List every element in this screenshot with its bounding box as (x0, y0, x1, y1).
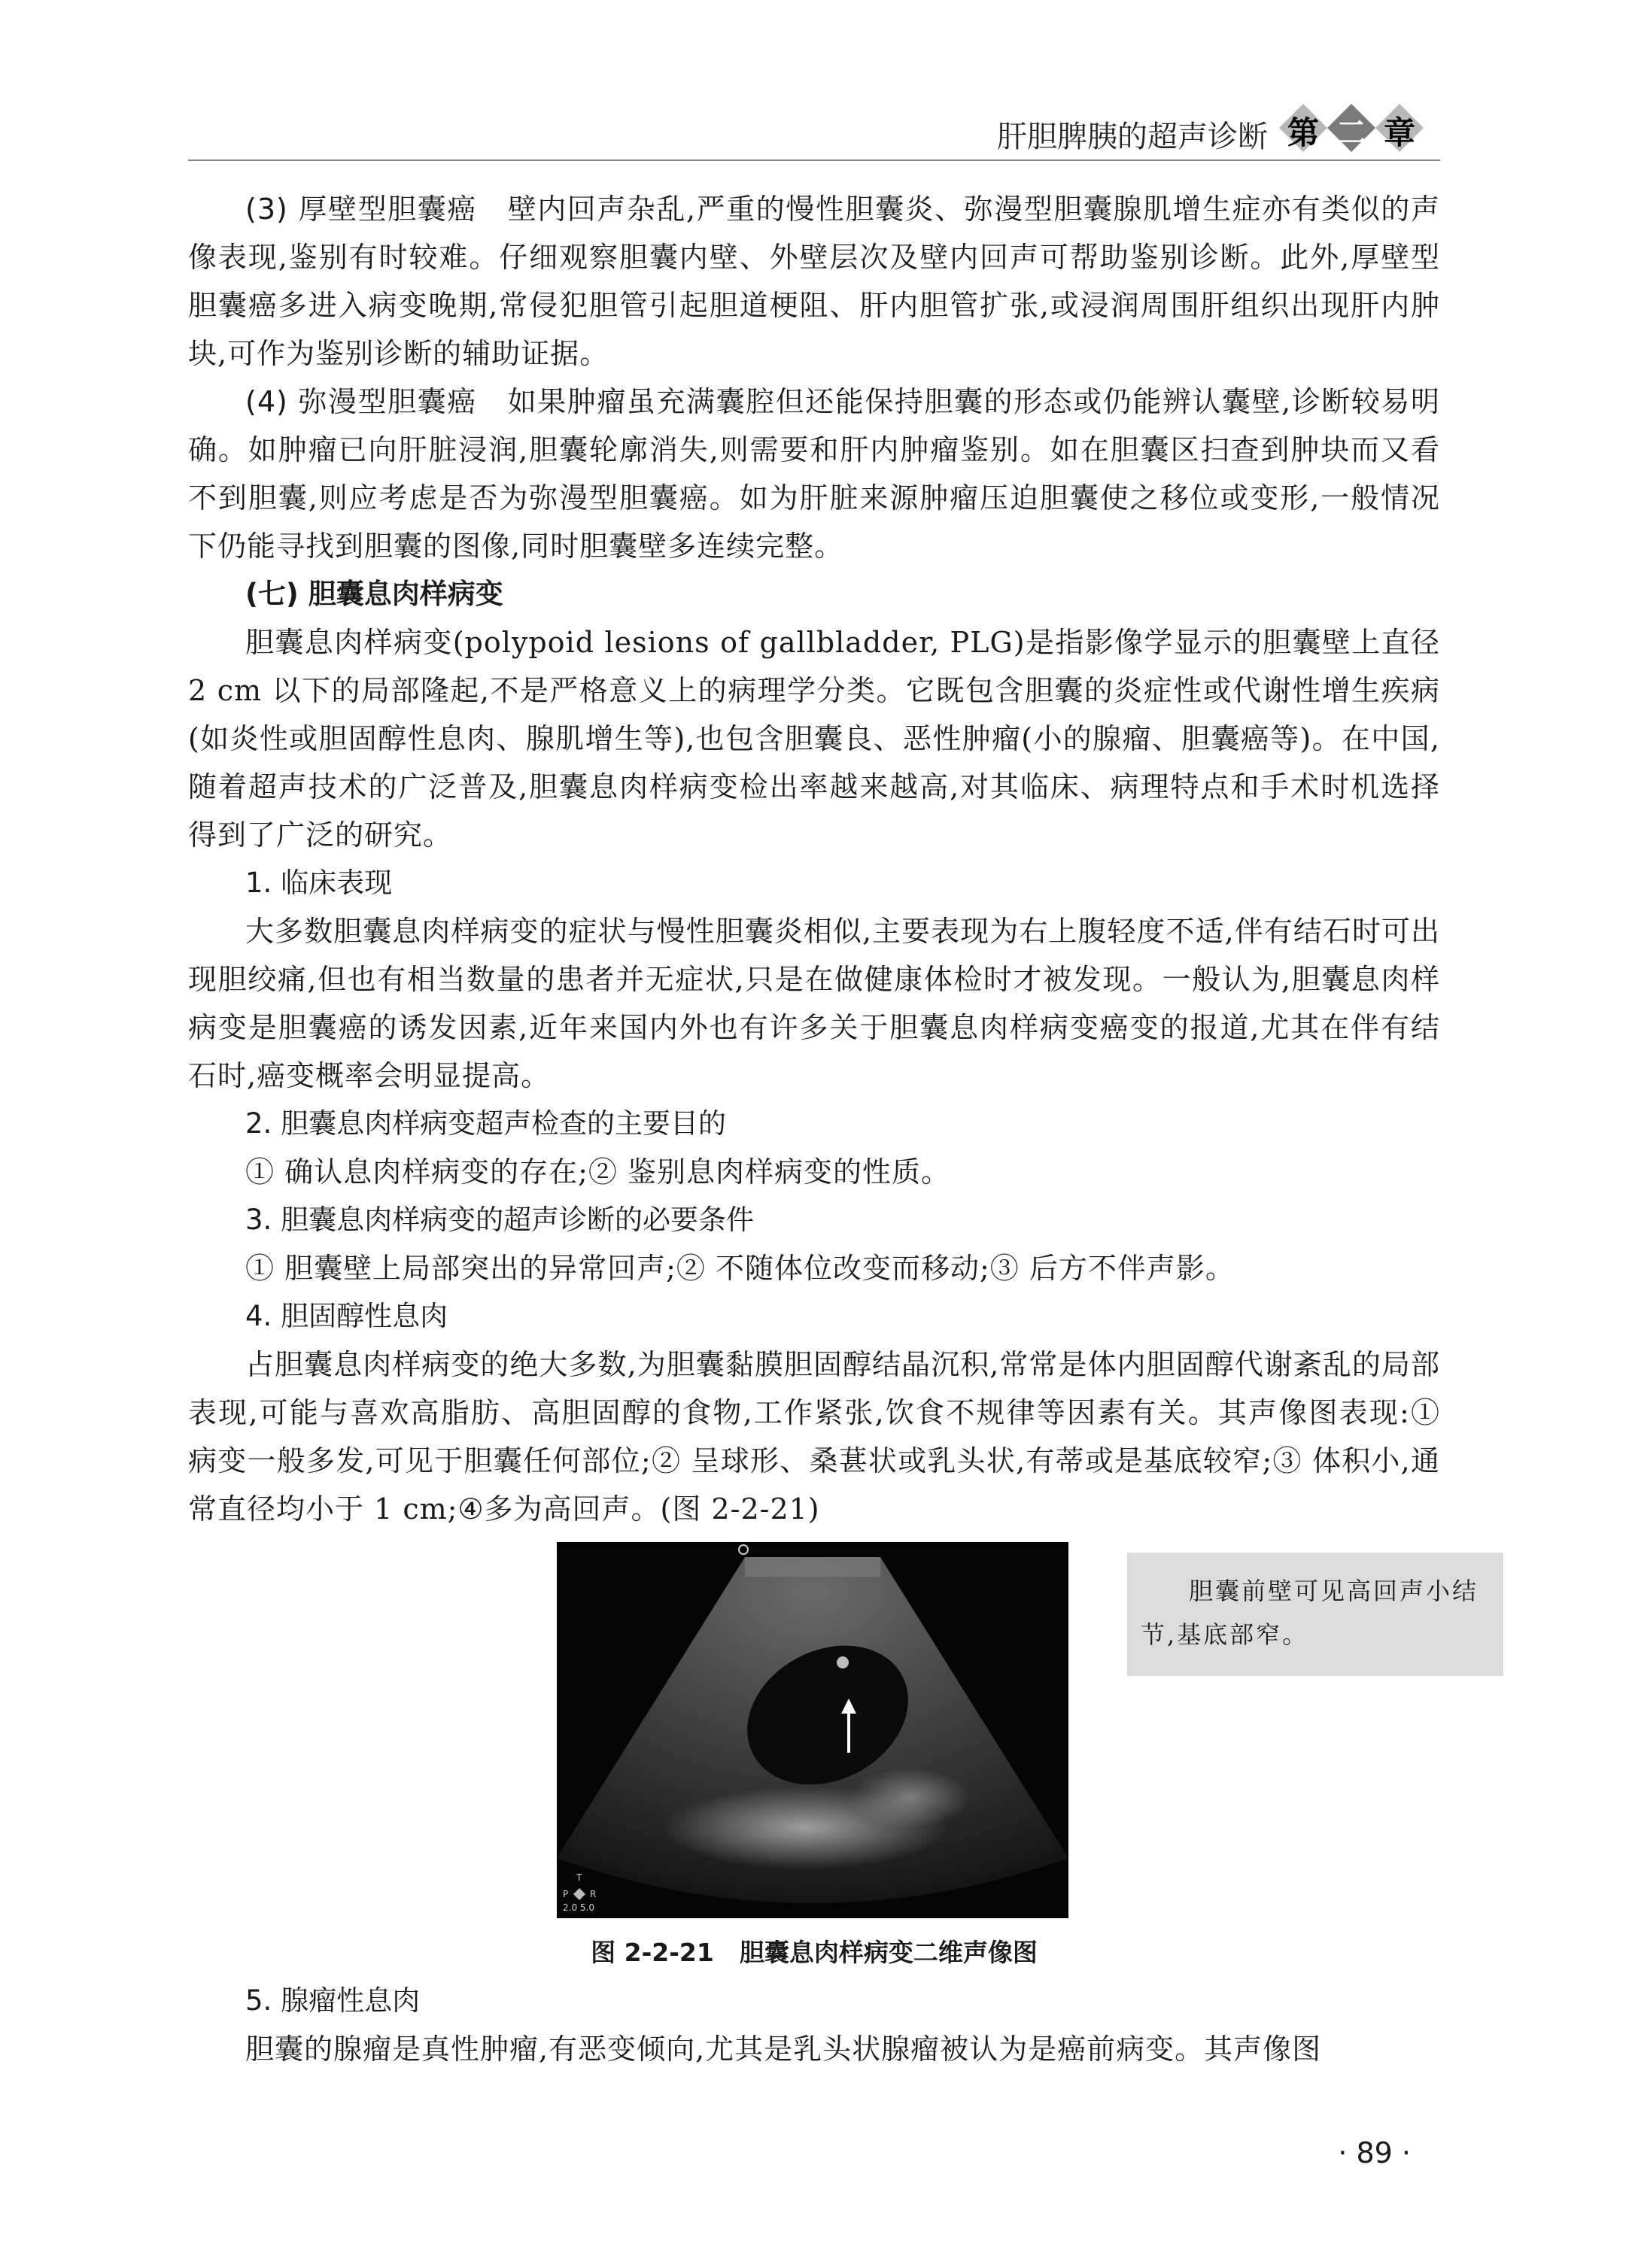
chapter-char-2: 二 (1335, 114, 1367, 151)
chapter-diamond-3 (1375, 104, 1424, 152)
paragraph-conditions: ① 胆囊壁上局部突出的异常回声;② 不随体位改变而移动;③ 后方不伴声影。 (245, 1252, 1235, 1285)
paragraph-text: 如果肿瘤虽充满囊腔但还能保持胆囊的形态或仍能辨认囊壁,诊断较易明确。如肿瘤已向肝脏浸润,胆囊轮廓消失,则需要和肝内肿瘤鉴别。如在胆囊区扫查到肿块而又看不到胆囊,则应考虑是否为弥漫型胆囊癌。如为肝脏来源肿瘤压迫胆囊使之移位或变形,一般情况下仍能寻找到胆囊的图像,同时胆囊壁多连续完整。 (188, 385, 1440, 563)
probe-label-p: P (563, 1889, 569, 1899)
header-rule (188, 159, 1440, 161)
ultrasound-image (557, 1542, 1068, 1918)
running-header (0, 104, 1629, 179)
page-body (188, 185, 1479, 2073)
running-header-title: 肝胆脾胰的超声诊断 (997, 120, 1268, 154)
figure-caption (188, 1933, 1440, 1969)
paragraph-cholesterol-polyp: 占胆囊息肉样病变的绝大多数,为胆囊黏膜胆固醇结晶沉积,常常是体内胆固醇代谢紊乱的局部表现,可能与喜欢高脂肪、高胆固醇的食物,工作紧张,饮食不规律等因素有关。其声像图表现:① 病变一般多发,可见于胆囊任何部位;② 呈球形、桑葚状或乳头状,有蒂或是基底较窄;③ 体积小,通常直径均小于 1 cm;④多为高回声。(图 2-2-21) (188, 1348, 1440, 1526)
subsection-heading: 2. 胆囊息肉样病变超声检查的主要目的 (245, 1107, 727, 1140)
probe-label-t: T (576, 1872, 582, 1883)
page-number: · 89 · (1338, 2136, 1411, 2169)
paragraph-adenoma: 胆囊的腺瘤是真性肿瘤,有恶变倾向,尤其是乳头状腺瘤被认为是癌前病变。其声像图 (245, 2033, 1322, 2066)
section-heading: (七) 胆囊息肉样病变 (245, 578, 503, 610)
figure (188, 1533, 1479, 1977)
probe-label-r: R (590, 1889, 597, 1899)
subsection-heading: 1. 临床表现 (245, 867, 393, 899)
paragraph-thick-wall-cancer (188, 185, 1440, 378)
subsection-heading: 5. 腺瘤性息肉 (245, 1984, 421, 2017)
paragraph-purpose: ① 确认息肉样病变的存在;② 鉴别息肉样病变的性质。 (245, 1155, 950, 1189)
paragraph-text: 壁内回声杂乱,严重的慢性胆囊炎、弥漫型胆囊腺肌增生症亦有类似的声像表现,鉴别有时较难。仔细观察胆囊内壁、外壁层次及壁内回声可帮助鉴别诊断。此外,厚壁型胆囊癌多进入病变晚期,常侵犯胆管引起胆道梗阻、肝内胆管扩张,或浸润周围肝组织出现肝内肿块,可作为鉴别诊断的辅助证据。 (188, 193, 1440, 370)
figure-side-note: 胆囊前壁可见高回声小结节,基底部窄。 (1127, 1553, 1503, 1676)
paragraph-lead: (4) 弥漫型胆囊癌 (245, 385, 477, 418)
paragraph-plg-definition: 胆囊息肉样病变(polypoid lesions of gallbladder, PLG)是指影像学显示的胆囊壁上直径 2 cm 以下的局部隆起,不是严格意义上的病理学分类。它既包含胆囊的炎症性或代谢性增生疾病(如炎性或胆固醇性息肉、腺肌增生等),也包含胆囊良、恶性肿瘤(小的腺瘤、胆囊癌等)。在中国,随着超声技术的广泛普及,胆囊息肉样病变检出率越来越高,对其临床、病理特点和手术时机选择得到了广泛的研究。 (188, 626, 1440, 852)
figure-caption-text: 胆囊息肉样病变二维声像图 (739, 1938, 1038, 1967)
paragraph-clinical: 大多数胆囊息肉样病变的症状与慢性胆囊炎相似,主要表现为右上腹轻度不适,伴有结石时可出现胆绞痛,但也有相当数量的患者并无症状,只是在做健康体检时才被发现。一般认为,胆囊息肉样病变是胆囊癌的诱发因素,近年来国内外也有许多关于胆囊息肉样病变癌变的报道,尤其在伴有结石时,癌变概率会明显提高。 (188, 915, 1440, 1092)
chapter-badge (1279, 104, 1437, 156)
probe-values: 2.0 5.0 (563, 1902, 594, 1913)
chapter-diamond-1 (1279, 104, 1327, 152)
chapter-diamond-2 (1327, 104, 1375, 152)
paragraph-diffuse-cancer (188, 378, 1440, 570)
figure-number: 图 2-2-21 (591, 1938, 714, 1967)
subsection-heading: 4. 胆固醇性息肉 (245, 1300, 448, 1332)
chapter-char-3: 章 (1383, 114, 1415, 151)
paragraph-lead: (3) 厚壁型胆囊癌 (245, 193, 477, 226)
chapter-char-1: 第 (1287, 114, 1319, 151)
subsection-heading: 3. 胆囊息肉样病变的超声诊断的必要条件 (245, 1204, 755, 1236)
